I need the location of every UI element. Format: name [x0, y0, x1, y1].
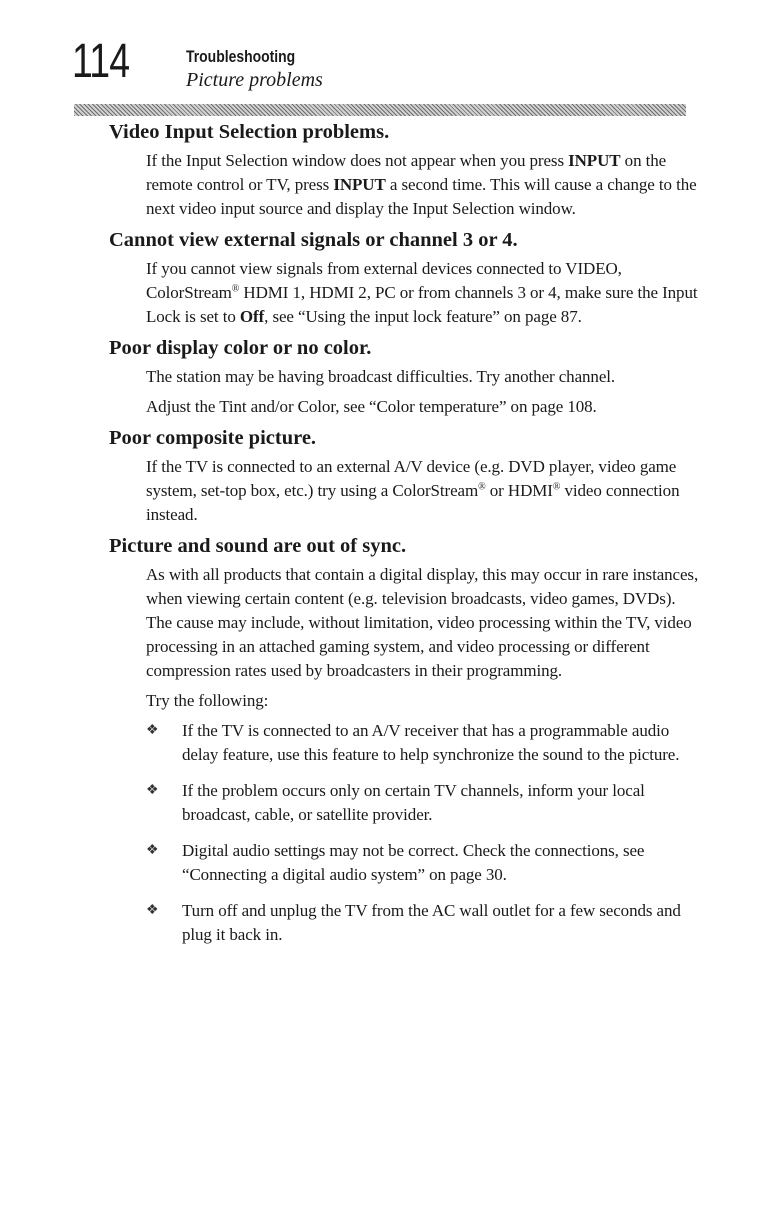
text-run: , see “Using the input lock feature” on page 87.	[264, 307, 582, 326]
diamond-bullet-icon: ❖	[146, 723, 159, 738]
paragraph	[146, 149, 699, 221]
header-section-title: Troubleshooting	[186, 47, 296, 66]
list-item	[146, 839, 699, 887]
text-run: If the TV is connected to an external A/V device (e.g. DVD player, video game system, set-top box, etc.) try using a ColorStream	[146, 457, 677, 500]
list-item	[146, 719, 699, 767]
section-picture-sound-out-of-sync	[109, 533, 699, 947]
text-run: HDMI 1, HDMI 2, PC or from channels 3 or 4, make sure the Input Lock is set to	[146, 283, 698, 326]
list-item-text: Digital audio settings may not be correct. Check the connections, see “Connecting a digital audio system” on page 30.	[182, 841, 645, 884]
section-poor-composite-picture	[109, 425, 699, 527]
diamond-bullet-icon: ❖	[146, 903, 159, 918]
section-heading: Poor composite picture.	[109, 427, 317, 449]
section-heading: Video Input Selection problems.	[109, 121, 390, 143]
paragraph: The station may be having broadcast difficulties. Try another channel.	[146, 367, 616, 386]
header-subsection-title: Picture problems	[186, 69, 323, 91]
input-key-label: INPUT	[333, 175, 386, 194]
bullet-list	[146, 719, 699, 947]
list-item-text: Turn off and unplug the TV from the AC wall outlet for a few seconds and plug it back in.	[182, 901, 681, 944]
section-heading: Picture and sound are out of sync.	[109, 535, 407, 557]
paragraph	[146, 455, 699, 527]
input-key-label: INPUT	[568, 151, 621, 170]
paragraph	[146, 257, 699, 329]
registered-mark: ®	[478, 481, 486, 493]
paragraph: Try the following:	[146, 691, 269, 710]
page-number: 114	[72, 35, 130, 88]
registered-mark: ®	[552, 481, 561, 493]
paragraph: Adjust the Tint and/or Color, see “Color temperature” on page 108.	[146, 397, 597, 416]
off-setting-label: Off	[239, 307, 265, 326]
text-run: a second time. This will cause a change to the next video input source and display the Input Selection window.	[146, 175, 697, 218]
section-heading: Poor display color or no color.	[109, 337, 372, 359]
diamond-bullet-icon: ❖	[146, 783, 159, 798]
text-run: or HDMI	[485, 481, 553, 500]
text-run: video connection instead.	[146, 481, 680, 524]
list-item-text: If the problem occurs only on certain TV channels, inform your local broadcast, cable, or satellite provider.	[182, 781, 645, 824]
list-item	[146, 779, 699, 827]
paragraph: As with all products that contain a digital display, this may occur in rare instances, when viewing certain content (e.g. television broadcasts, video games, DVDs). The cause may include, without limitation, video processing within the TV, video processing in an attached gaming system, and video processing or different compression rates used by broadcasters in their programming.	[146, 565, 699, 680]
header-rule	[74, 104, 686, 116]
page-content	[109, 119, 699, 959]
text-run: If the Input Selection window does not appear when you press	[146, 151, 569, 170]
section-cannot-view-external-signals	[109, 227, 699, 329]
diamond-bullet-icon: ❖	[146, 843, 159, 858]
text-run: If you cannot view signals from external devices connected to VIDEO, ColorStream	[146, 259, 622, 302]
list-item	[146, 899, 699, 947]
registered-mark: ®	[231, 283, 240, 295]
list-item-text: If the TV is connected to an A/V receiver that has a programmable audio delay feature, use this feature to help synchronize the sound to the picture.	[182, 721, 680, 764]
section-heading: Cannot view external signals or channel 3 or 4.	[109, 229, 518, 251]
text-run: on the remote control or TV, press	[146, 151, 667, 194]
section-video-input-selection	[109, 119, 699, 221]
section-poor-display-color	[109, 335, 699, 419]
